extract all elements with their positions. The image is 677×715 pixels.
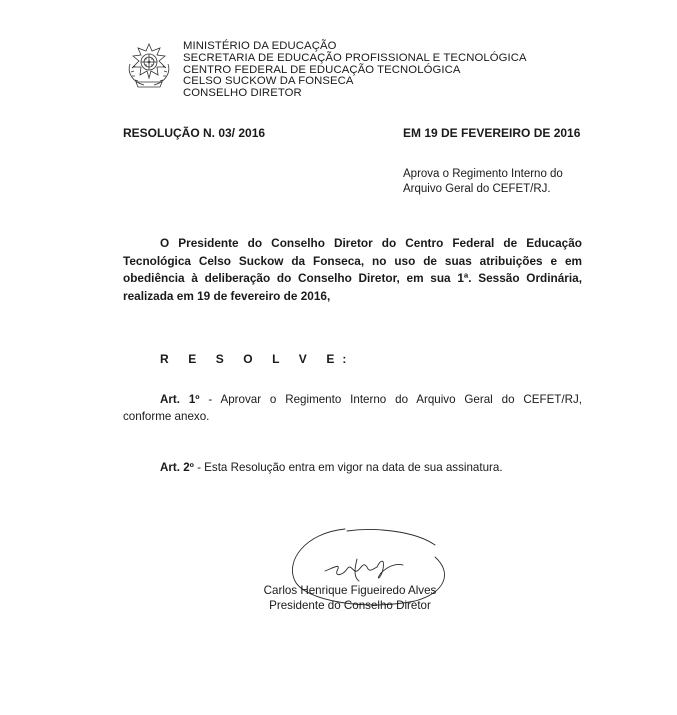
preamble — [123, 235, 582, 305]
ementa — [403, 167, 563, 196]
header-line-secretariat: SECRETARIA DE EDUCAÇÃO PROFISSIONAL E TECNOLÓGICA — [183, 51, 527, 64]
preamble-line: O Presidente do Conselho Diretor do Centro Federal de Educação — [160, 236, 582, 250]
ementa-line: Aprova o Regimento Interno do — [403, 168, 563, 180]
ementa-line: Arquivo Geral do CEFET/RJ. — [403, 182, 551, 195]
header-line-council: CONSELHO DIRETOR — [183, 87, 302, 100]
article-1-line — [123, 392, 582, 409]
signatory-name: Carlos Henrique Figueiredo Alves — [263, 584, 437, 597]
preamble-line: obediência à deliberação do Conselho Diretor, em sua 1ª. Sessão Ordinária, — [123, 271, 582, 286]
article-1-text: - Aprovar o Regimento Interno do Arquivo Geral do CEFET/RJ, — [199, 393, 582, 406]
article-1-continuation: conforme anexo. — [123, 409, 210, 423]
article-1 — [123, 392, 582, 425]
preamble-line: Tecnológica Celso Suckow da Fonseca, no uso de suas atribuições e em — [123, 253, 582, 268]
header-line-ministry: MINISTÉRIO DA EDUCAÇÃO — [183, 40, 337, 52]
article-2-text: - Esta Resolução entra em vigor na data de sua assinatura. — [193, 461, 503, 474]
resolution-number: RESOLUÇÃO N. 03/ 2016 — [123, 126, 266, 140]
institution-header — [183, 41, 527, 100]
article-2 — [160, 461, 503, 474]
preamble-line: realizada em 19 de fevereiro de 2016, — [123, 288, 331, 303]
header-line-name: CELSO SUCKOW DA FONSECA — [183, 75, 354, 88]
brazil-coat-of-arms-icon — [124, 42, 174, 90]
article-1-label: Art. 1º — [160, 393, 200, 406]
resolution-date: EM 19 DE FEVEREIRO DE 2016 — [403, 126, 581, 140]
signatory — [255, 584, 445, 613]
article-2-label: Art. 2º — [160, 461, 194, 474]
signatory-role: Presidente do Conselho Diretor — [269, 598, 431, 612]
resolve-heading: R E S O L V E: — [160, 352, 355, 366]
header-line-center: CENTRO FEDERAL DE EDUCAÇÃO TECNOLÓGICA — [183, 63, 461, 76]
